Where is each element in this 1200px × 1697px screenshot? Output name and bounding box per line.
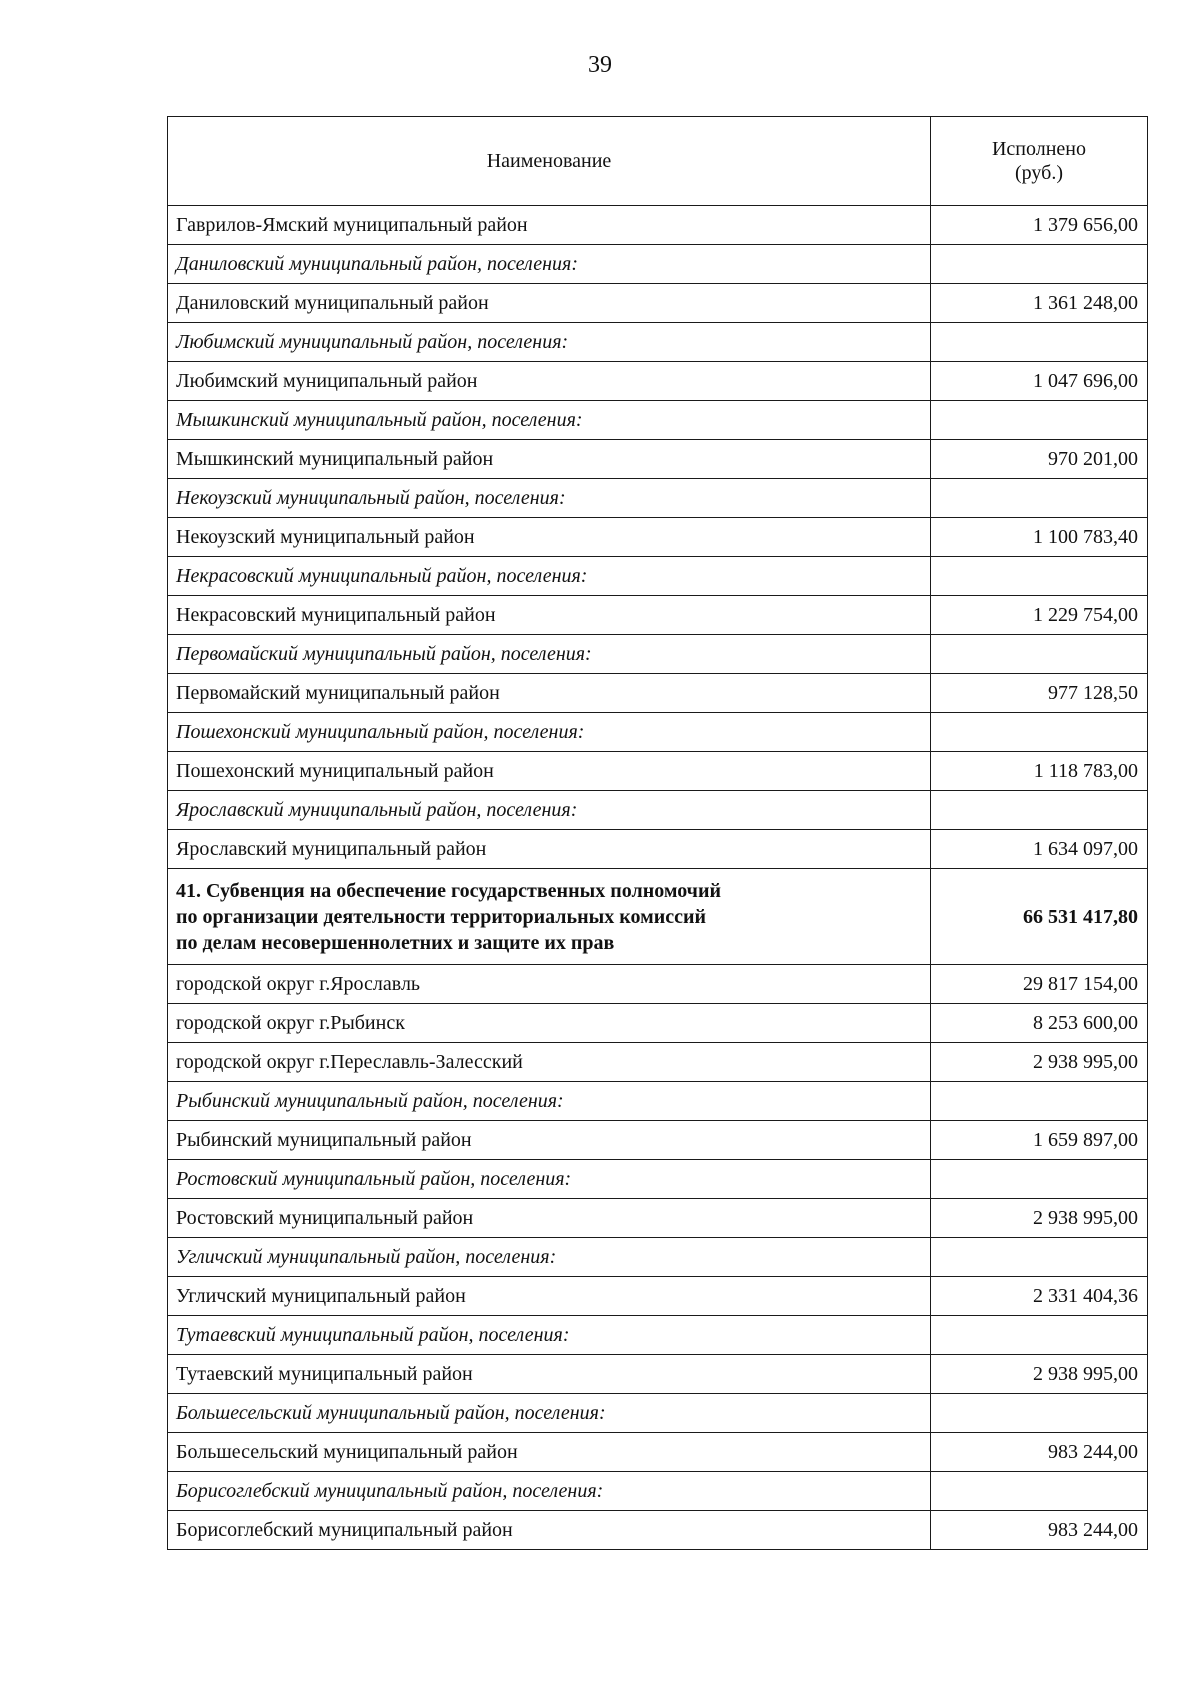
row-amount: 2 938 995,00 (931, 1043, 1148, 1082)
row-name: Ростовский муниципальный район, поселения: (168, 1160, 931, 1199)
header-amount: Исполнено (руб.) (931, 117, 1148, 206)
table-row (168, 440, 1148, 479)
row-amount (931, 1082, 1148, 1121)
row-name: Любимский муниципальный район (168, 362, 931, 401)
group-header-row (168, 1394, 1148, 1433)
group-header-row (168, 323, 1148, 362)
row-amount: 29 817 154,00 (931, 965, 1148, 1004)
row-amount: 1 047 696,00 (931, 362, 1148, 401)
row-name: Мышкинский муниципальный район, поселения: (168, 401, 931, 440)
row-name: городской округ г.Рыбинск (168, 1004, 931, 1043)
row-name: Борисоглебский муниципальный район, поселения: (168, 1472, 931, 1511)
row-name: 41. Субвенция на обеспечение государственных полномочий по организации деятельности территориальных комиссий по делам несовершеннолетних и защите их прав (168, 869, 931, 965)
row-name: Угличский муниципальный район, поселения: (168, 1238, 931, 1277)
table-row (168, 206, 1148, 245)
table-row (168, 965, 1148, 1004)
table-row (168, 1004, 1148, 1043)
row-name: городской округ г.Ярославль (168, 965, 931, 1004)
group-header-row (168, 1238, 1148, 1277)
row-name: Некоузский муниципальный район (168, 518, 931, 557)
row-name: Ярославский муниципальный район (168, 830, 931, 869)
table-row (168, 752, 1148, 791)
table-row (168, 1511, 1148, 1550)
table-row (168, 1355, 1148, 1394)
group-header-row (168, 557, 1148, 596)
table-row (168, 1199, 1148, 1238)
row-amount (931, 1472, 1148, 1511)
row-amount: 1 379 656,00 (931, 206, 1148, 245)
header-name: Наименование (168, 117, 931, 206)
row-name: Пошехонский муниципальный район, поселения: (168, 713, 931, 752)
row-amount: 2 938 995,00 (931, 1199, 1148, 1238)
table-header-row (168, 117, 1148, 206)
row-name: Гаврилов-Ямский муниципальный район (168, 206, 931, 245)
row-name: Первомайский муниципальный район (168, 674, 931, 713)
row-amount (931, 1238, 1148, 1277)
row-amount: 1 659 897,00 (931, 1121, 1148, 1160)
row-amount: 66 531 417,80 (931, 869, 1148, 965)
row-name: Мышкинский муниципальный район (168, 440, 931, 479)
table-row (168, 1043, 1148, 1082)
group-header-row (168, 1472, 1148, 1511)
row-name: Рыбинский муниципальный район, поселения: (168, 1082, 931, 1121)
row-name: Некоузский муниципальный район, поселения: (168, 479, 931, 518)
table-row (168, 1277, 1148, 1316)
table-row (168, 1433, 1148, 1472)
group-header-row (168, 1082, 1148, 1121)
row-amount: 1 100 783,40 (931, 518, 1148, 557)
row-amount: 8 253 600,00 (931, 1004, 1148, 1043)
row-name: Даниловский муниципальный район, поселения: (168, 245, 931, 284)
row-name: Рыбинский муниципальный район (168, 1121, 931, 1160)
group-header-row (168, 479, 1148, 518)
budget-table (167, 116, 1148, 1550)
group-header-row (168, 1316, 1148, 1355)
row-name: Пошехонский муниципальный район (168, 752, 931, 791)
table-row (168, 518, 1148, 557)
row-amount: 983 244,00 (931, 1511, 1148, 1550)
row-name: городской округ г.Переславль-Залесский (168, 1043, 931, 1082)
group-header-row (168, 401, 1148, 440)
group-header-row (168, 245, 1148, 284)
row-amount: 1 118 783,00 (931, 752, 1148, 791)
row-name: Тутаевский муниципальный район, поселения: (168, 1316, 931, 1355)
table-row (168, 830, 1148, 869)
row-amount: 2 331 404,36 (931, 1277, 1148, 1316)
row-amount (931, 1160, 1148, 1199)
row-name: Даниловский муниципальный район (168, 284, 931, 323)
row-amount (931, 479, 1148, 518)
row-name: Любимский муниципальный район, поселения: (168, 323, 931, 362)
row-amount: 970 201,00 (931, 440, 1148, 479)
row-name: Большесельский муниципальный район (168, 1433, 931, 1472)
row-amount: 983 244,00 (931, 1433, 1148, 1472)
row-name: Первомайский муниципальный район, поселения: (168, 635, 931, 674)
group-header-row (168, 635, 1148, 674)
row-amount (931, 791, 1148, 830)
row-name: Некрасовский муниципальный район, поселения: (168, 557, 931, 596)
row-amount: 977 128,50 (931, 674, 1148, 713)
row-name: Борисоглебский муниципальный район (168, 1511, 931, 1550)
row-amount (931, 713, 1148, 752)
section-row (168, 869, 1148, 965)
row-amount: 1 229 754,00 (931, 596, 1148, 635)
group-header-row (168, 713, 1148, 752)
row-name: Угличский муниципальный район (168, 1277, 931, 1316)
row-name: Некрасовский муниципальный район (168, 596, 931, 635)
row-amount (931, 1394, 1148, 1433)
row-amount: 1 361 248,00 (931, 284, 1148, 323)
table-body (168, 206, 1148, 1550)
row-amount (931, 245, 1148, 284)
group-header-row (168, 1160, 1148, 1199)
table-row (168, 1121, 1148, 1160)
row-amount (931, 401, 1148, 440)
row-name: Большесельский муниципальный район, поселения: (168, 1394, 931, 1433)
table-row (168, 362, 1148, 401)
row-amount: 1 634 097,00 (931, 830, 1148, 869)
row-amount (931, 635, 1148, 674)
group-header-row (168, 791, 1148, 830)
row-amount (931, 557, 1148, 596)
table-row (168, 596, 1148, 635)
row-amount (931, 1316, 1148, 1355)
row-name: Тутаевский муниципальный район (168, 1355, 931, 1394)
table-row (168, 284, 1148, 323)
row-amount: 2 938 995,00 (931, 1355, 1148, 1394)
table-row (168, 674, 1148, 713)
page-number: 39 (588, 52, 612, 78)
row-name: Ростовский муниципальный район (168, 1199, 931, 1238)
row-name: Ярославский муниципальный район, поселения: (168, 791, 931, 830)
row-amount (931, 323, 1148, 362)
